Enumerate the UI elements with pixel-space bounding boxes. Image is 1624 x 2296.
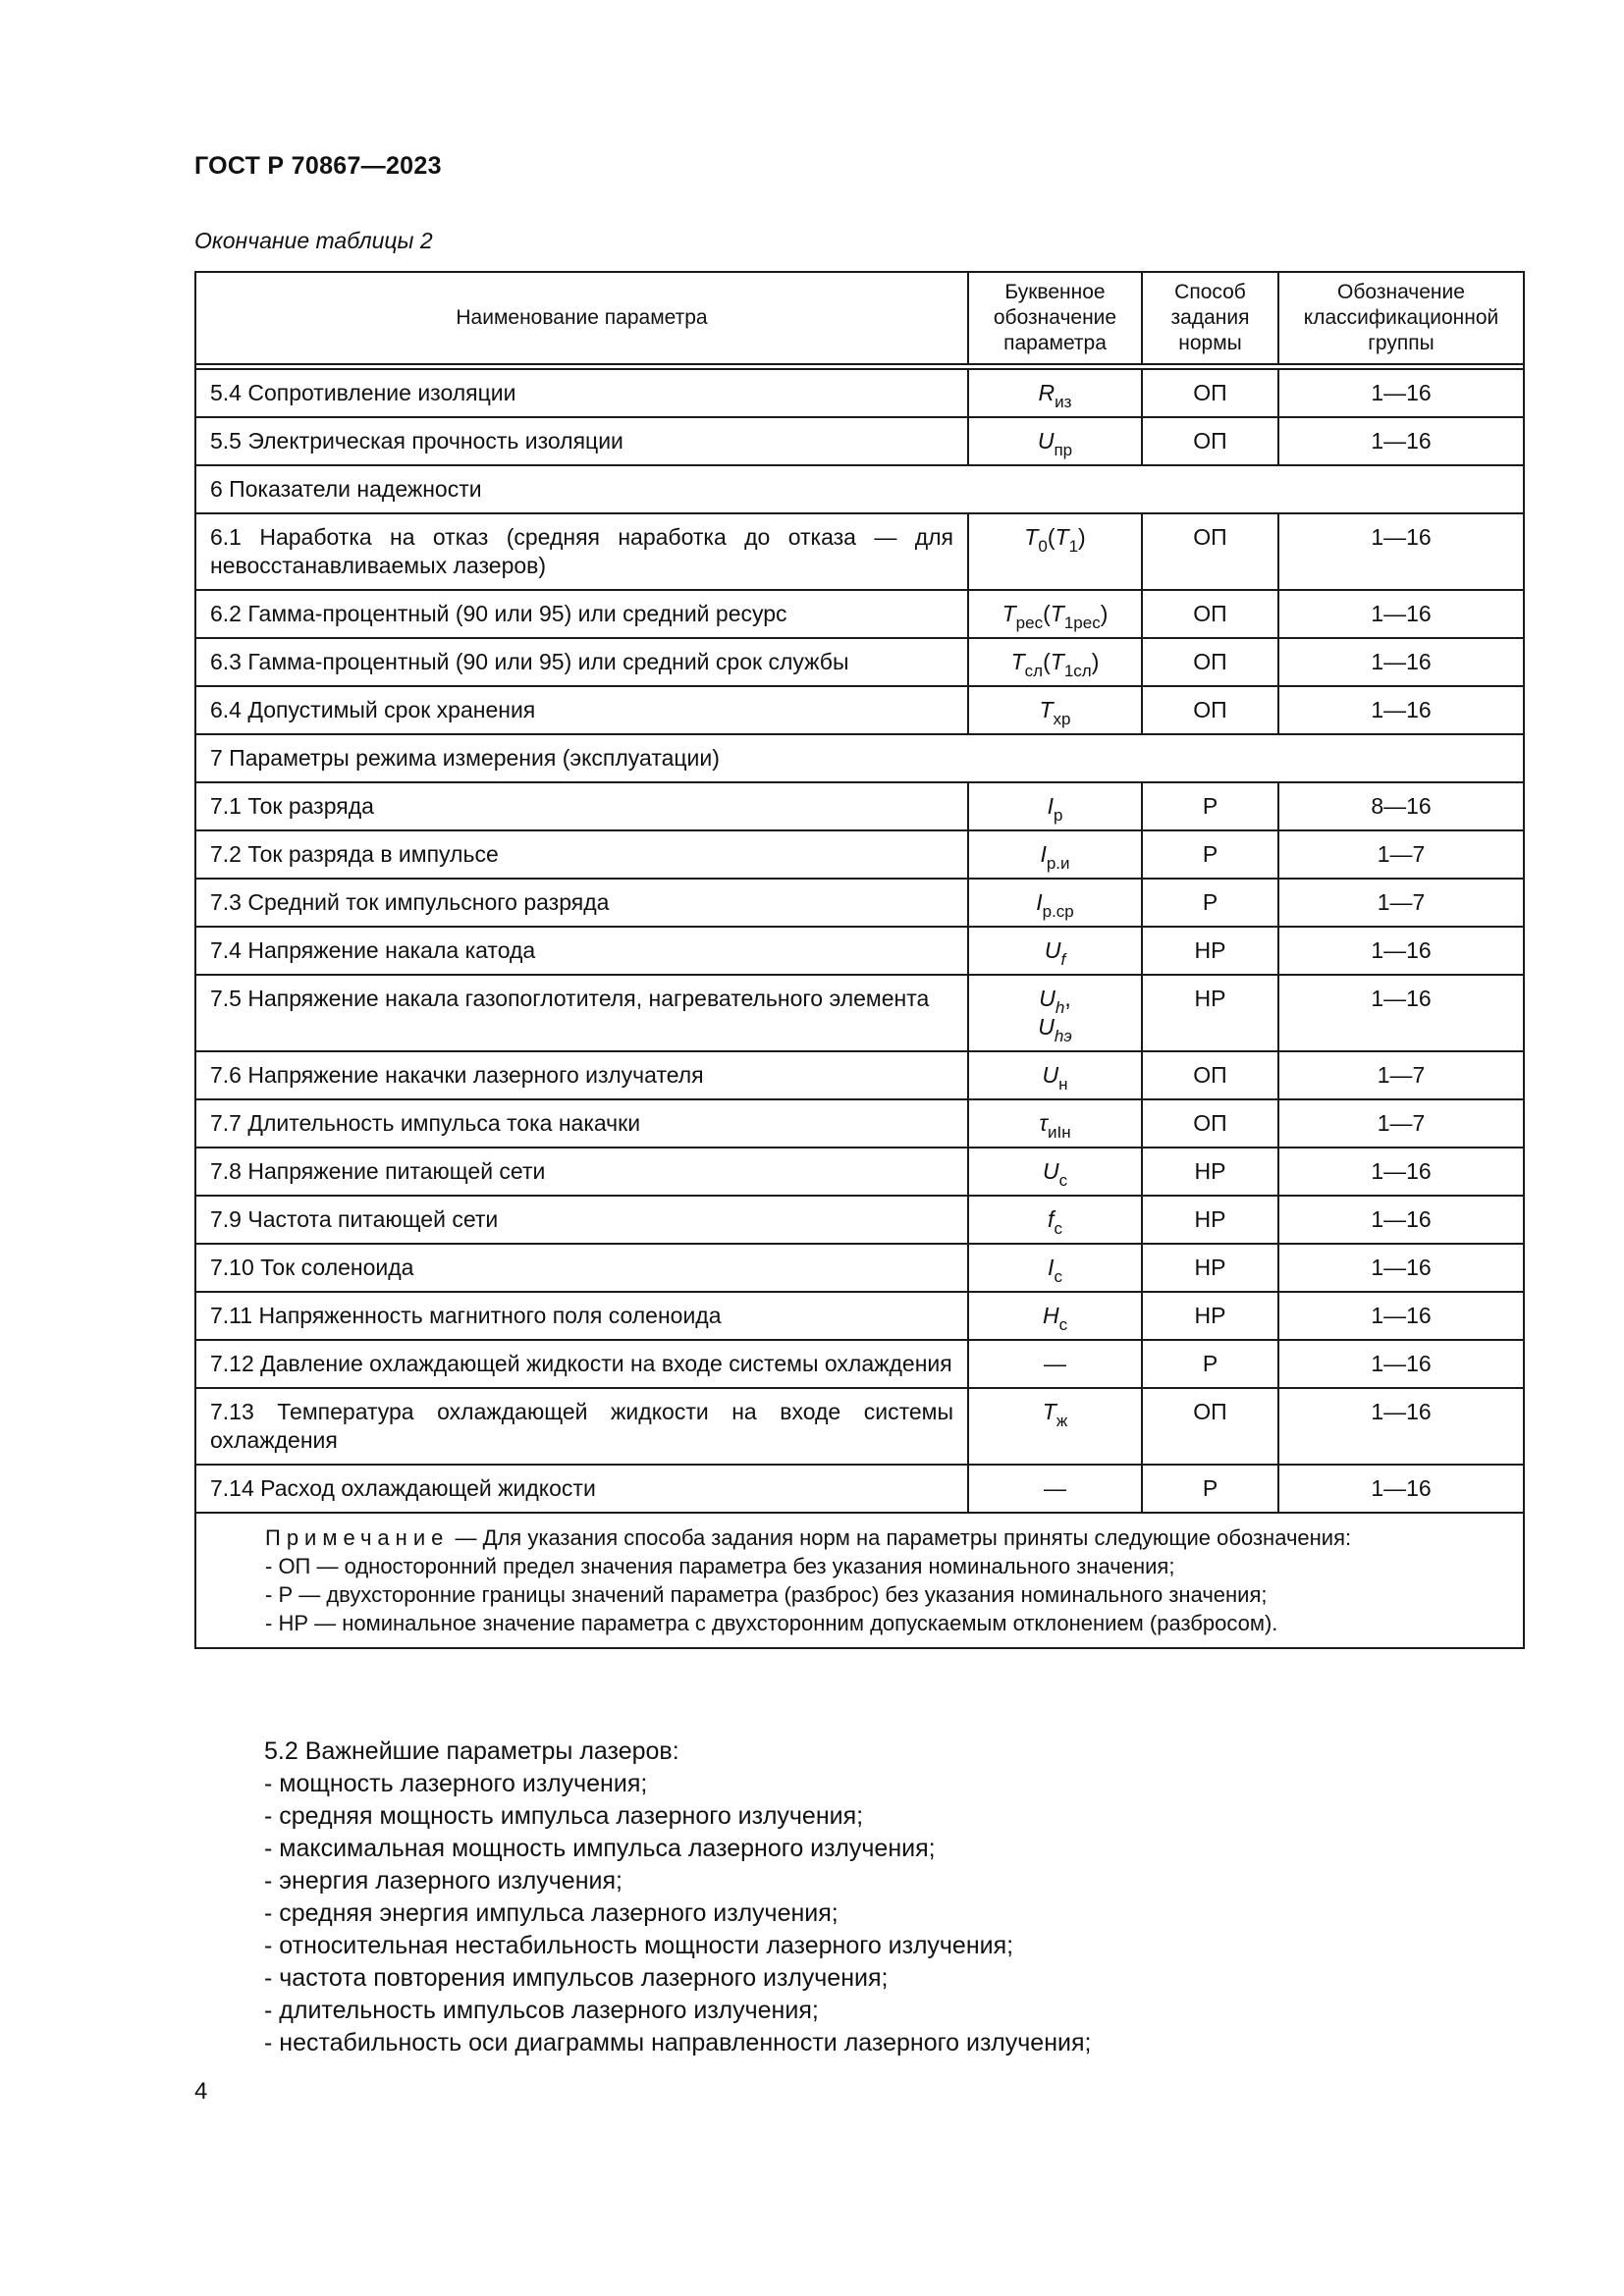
- norm-method: НР: [1142, 927, 1278, 975]
- norm-method: НР: [1142, 975, 1278, 1051]
- parameter-name: 7.7 Длительность импульса тока накачки: [195, 1099, 968, 1148]
- norm-method: НР: [1142, 1244, 1278, 1292]
- table-row: [195, 975, 1524, 1051]
- list-item: - средняя энергия импульса лазерного излучения;: [264, 1899, 839, 1927]
- classification-group: 1—16: [1278, 590, 1524, 638]
- column-header-symbol: [968, 272, 1142, 364]
- norm-method: ОП: [1142, 686, 1278, 734]
- symbol-subscript: с: [1054, 1219, 1062, 1238]
- list-item: - частота повторения импульсов лазерного излучения;: [264, 1964, 889, 1992]
- table-row: [195, 782, 1524, 830]
- parameter-symbol: [968, 830, 1142, 879]
- norm-method: ОП: [1142, 417, 1278, 465]
- symbol-subscript: р: [1053, 806, 1063, 825]
- parameter-name: 7.1 Ток разряда: [195, 782, 968, 830]
- table-section-row: [195, 734, 1524, 782]
- classification-group: 1—7: [1278, 830, 1524, 879]
- classification-group: 1—16: [1278, 513, 1524, 590]
- note-intro-line: [265, 1523, 1509, 1552]
- table-row: [195, 1099, 1524, 1148]
- list-items: [264, 1768, 1091, 2059]
- note-intro: — Для указания способа задания норм на параметры приняты следующие обозначения:: [449, 1525, 1352, 1550]
- symbol-subscript: с: [1058, 1315, 1068, 1334]
- column-header-line: нормы: [1178, 332, 1242, 354]
- norm-method: ОП: [1142, 513, 1278, 590]
- classification-group: 8—16: [1278, 782, 1524, 830]
- parameter-name: 5.4 Сопротивление изоляции: [195, 369, 968, 417]
- parameter-symbol: [968, 590, 1142, 638]
- symbol-subscript: с: [1058, 1171, 1068, 1190]
- page-number: 4: [194, 2078, 208, 2105]
- classification-group: 1—16: [1278, 369, 1524, 417]
- symbol-subscript: 1: [1068, 537, 1079, 556]
- symbol-subscript: из: [1055, 393, 1072, 411]
- symbol-subscript: р.ср: [1042, 902, 1074, 921]
- column-header-line: группы: [1368, 332, 1435, 354]
- symbol-letter: T: [1039, 697, 1054, 722]
- table-header-row: [195, 272, 1524, 364]
- symbol-separator: ,: [1064, 986, 1071, 1011]
- parameter-symbol: [968, 1292, 1142, 1340]
- symbol-letter: T: [1050, 649, 1064, 674]
- classification-group: 1—16: [1278, 1196, 1524, 1244]
- parameter-symbol: [968, 686, 1142, 734]
- symbol-letter: I: [1047, 793, 1054, 819]
- column-header-line: классификационной: [1303, 306, 1499, 329]
- column-header-line: Буквенное: [1004, 281, 1106, 303]
- parameter-name: 6.2 Гамма-процентный (90 или 95) или средний ресурс: [195, 590, 968, 638]
- list-item: - нестабильность оси диаграммы направленности лазерного излучения;: [264, 2029, 1092, 2056]
- list-heading: 5.2 Важнейшие параметры лазеров:: [264, 1737, 679, 1765]
- parameter-symbol: [968, 1465, 1142, 1513]
- symbol-letter: R: [1038, 380, 1056, 405]
- parameter-symbol: [968, 638, 1142, 686]
- table-row: [195, 417, 1524, 465]
- symbol-letter: U: [1039, 986, 1056, 1011]
- table-row: [195, 830, 1524, 879]
- table-row: [195, 1148, 1524, 1196]
- parameter-name: 7.10 Ток соленоида: [195, 1244, 968, 1292]
- norm-method: ОП: [1142, 1388, 1278, 1465]
- table-row: [195, 1051, 1524, 1099]
- classification-group: 1—16: [1278, 1244, 1524, 1292]
- parameter-name: 7.2 Ток разряда в импульсе: [195, 830, 968, 879]
- parameter-name: 6.4 Допустимый срок хранения: [195, 686, 968, 734]
- symbol-letter: f: [1048, 1206, 1055, 1232]
- norm-method: Р: [1142, 879, 1278, 927]
- norm-method: НР: [1142, 1292, 1278, 1340]
- symbol-letter: U: [1038, 1014, 1055, 1040]
- table-row: [195, 1196, 1524, 1244]
- norm-method: НР: [1142, 1148, 1278, 1196]
- parameter-symbol: [968, 1340, 1142, 1388]
- parameter-symbol: [968, 975, 1142, 1051]
- symbol-letter: T: [1042, 1399, 1056, 1424]
- symbol-letter: U: [1037, 428, 1055, 454]
- classification-group: 1—16: [1278, 1148, 1524, 1196]
- parameter-symbol: [968, 1051, 1142, 1099]
- document-code: ГОСТ Р 70867—2023: [194, 152, 442, 180]
- symbol-subscript: н: [1058, 1075, 1068, 1094]
- norm-method: ОП: [1142, 1051, 1278, 1099]
- symbol-letter: T: [1001, 601, 1016, 626]
- column-header-line: Обозначение: [1337, 281, 1465, 303]
- symbol-subscript: сл: [1024, 662, 1044, 680]
- symbol-paren-close: ): [1078, 524, 1086, 550]
- table-note-row: [195, 1513, 1524, 1648]
- symbol-letter: U: [1044, 937, 1061, 963]
- note-line: - НР — номинальное значение параметра с двухсторонним допускаемым отклонением (разбросом).: [265, 1611, 1278, 1635]
- symbol-subscript: hэ: [1054, 1027, 1072, 1045]
- parameter-symbol: [968, 1244, 1142, 1292]
- parameter-name: 7.11 Напряженность магнитного поля соленоида: [195, 1292, 968, 1340]
- table-row: [195, 879, 1524, 927]
- note-line: - Р — двухсторонние границы значений параметра (разброс) без указания номинального значения;: [265, 1582, 1268, 1607]
- list-item: - длительность импульсов лазерного излучения;: [264, 1997, 819, 2024]
- parameter-name: 7.13 Температура охлаждающей жидкости на входе системы охлаждения: [195, 1388, 968, 1465]
- column-header-line: Наименование параметра: [456, 306, 708, 329]
- table-section-row: [195, 465, 1524, 513]
- norm-method: НР: [1142, 1196, 1278, 1244]
- column-header-line: обозначение: [993, 306, 1117, 329]
- parameter-name: 7.8 Напряжение питающей сети: [195, 1148, 968, 1196]
- table-row: [195, 1244, 1524, 1292]
- classification-group: 1—16: [1278, 1292, 1524, 1340]
- parameter-symbol: [968, 1099, 1142, 1148]
- table-row: [195, 638, 1524, 686]
- table-row: [195, 1465, 1524, 1513]
- table-row: [195, 513, 1524, 590]
- classification-group: 1—16: [1278, 1465, 1524, 1513]
- column-header-method: [1142, 272, 1278, 364]
- symbol-paren-open: (: [1043, 649, 1051, 674]
- parameter-name: 6.3 Гамма-процентный (90 или 95) или средний срок службы: [195, 638, 968, 686]
- table-row: [195, 927, 1524, 975]
- norm-method: ОП: [1142, 590, 1278, 638]
- list-item: - максимальная мощность импульса лазерного излучения;: [264, 1835, 936, 1862]
- symbol-subscript: 1сл: [1063, 662, 1092, 680]
- norm-method: ОП: [1142, 638, 1278, 686]
- classification-group: 1—16: [1278, 1388, 1524, 1465]
- section-title: 6 Показатели надежности: [195, 465, 1524, 513]
- table-row: [195, 1292, 1524, 1340]
- parameter-name: 7.6 Напряжение накачки лазерного излучателя: [195, 1051, 968, 1099]
- list-item: - энергия лазерного излучения;: [264, 1867, 623, 1895]
- symbol-paren-open: (: [1047, 524, 1056, 550]
- symbol-dash: —: [1044, 1351, 1066, 1376]
- symbol-letter: I: [1040, 841, 1047, 867]
- norm-method: Р: [1142, 830, 1278, 879]
- list-item: - мощность лазерного излучения;: [264, 1770, 648, 1797]
- section-title: 7 Параметры режима измерения (эксплуатации): [195, 734, 1524, 782]
- table-row: [195, 1340, 1524, 1388]
- table-caption: Окончание таблицы 2: [194, 228, 433, 253]
- parameter-name: 7.4 Напряжение накала катода: [195, 927, 968, 975]
- classification-group: 1—16: [1278, 975, 1524, 1051]
- symbol-subscript: 0: [1038, 537, 1048, 556]
- column-header-group: [1278, 272, 1524, 364]
- table-row: [195, 1388, 1524, 1465]
- norm-method: ОП: [1142, 369, 1278, 417]
- list-item: - средняя мощность импульса лазерного излучения;: [264, 1802, 864, 1830]
- table-row: [195, 369, 1524, 417]
- classification-group: 1—7: [1278, 1051, 1524, 1099]
- table-body: [195, 369, 1524, 1648]
- parameter-name: 7.14 Расход охлаждающей жидкости: [195, 1465, 968, 1513]
- symbol-subscript: рес: [1015, 614, 1044, 632]
- symbol-letter: I: [1036, 889, 1043, 915]
- symbol-paren-open: (: [1043, 601, 1051, 626]
- list-item: - относительная нестабильность мощности лазерного излучения;: [264, 1932, 1014, 1959]
- column-header-line: задания: [1170, 306, 1250, 329]
- parameters-table: [194, 271, 1525, 1649]
- parameter-name: 7.9 Частота питающей сети: [195, 1196, 968, 1244]
- note-line: - ОП — односторонний предел значения параметра без указания номинального значения;: [265, 1554, 1175, 1578]
- parameter-name: 7.5 Напряжение накала газопоглотителя, нагревательного элемента: [195, 975, 968, 1051]
- parameter-symbol: [968, 1148, 1142, 1196]
- parameter-symbol: [968, 927, 1142, 975]
- classification-group: 1—7: [1278, 879, 1524, 927]
- classification-group: 1—16: [1278, 638, 1524, 686]
- symbol-letter: H: [1042, 1303, 1059, 1328]
- symbol-subscript: хр: [1053, 710, 1071, 728]
- symbol-subscript: с: [1054, 1267, 1062, 1286]
- classification-group: 1—7: [1278, 1099, 1524, 1148]
- symbol-letter: T: [1050, 601, 1064, 626]
- important-parameters-list: [264, 1735, 1091, 2059]
- parameter-name: 5.5 Электрическая прочность изоляции: [195, 417, 968, 465]
- norm-method: Р: [1142, 1340, 1278, 1388]
- norm-method: Р: [1142, 782, 1278, 830]
- column-header-name: [195, 272, 968, 364]
- norm-method: Р: [1142, 1465, 1278, 1513]
- symbol-dash: —: [1044, 1475, 1066, 1501]
- parameter-name: 7.3 Средний ток импульсного разряда: [195, 879, 968, 927]
- classification-group: 1—16: [1278, 927, 1524, 975]
- norm-method: ОП: [1142, 1099, 1278, 1148]
- parameter-symbol: [968, 513, 1142, 590]
- parameter-symbol: [968, 417, 1142, 465]
- symbol-letter: U: [1042, 1158, 1059, 1184]
- table-row: [195, 590, 1524, 638]
- classification-group: 1—16: [1278, 686, 1524, 734]
- symbol-letter: T: [1024, 524, 1039, 550]
- column-header-line: Способ: [1174, 281, 1246, 303]
- note-title: Примечание: [265, 1525, 450, 1550]
- parameter-name: 7.12 Давление охлаждающей жидкости на входе системы охлаждения: [195, 1340, 968, 1388]
- parameter-symbol: [968, 1388, 1142, 1465]
- symbol-subscript: р.и: [1046, 854, 1070, 873]
- symbol-subscript: ж: [1056, 1412, 1068, 1430]
- symbol-subscript: иIн: [1048, 1123, 1071, 1142]
- symbol-letter: T: [1055, 524, 1069, 550]
- table-row: [195, 686, 1524, 734]
- column-header-line: параметра: [1003, 332, 1107, 354]
- parameter-symbol: [968, 879, 1142, 927]
- classification-group: 1—16: [1278, 417, 1524, 465]
- symbol-paren-close: ): [1091, 649, 1100, 674]
- symbol-letter: U: [1042, 1062, 1059, 1088]
- parameter-symbol: [968, 782, 1142, 830]
- classification-group: 1—16: [1278, 1340, 1524, 1388]
- parameter-symbol: [968, 369, 1142, 417]
- parameter-name: 6.1 Наработка на отказ (средняя наработка до отказа — для невосстанавливаемых лазеров): [195, 513, 968, 590]
- symbol-subscript: h: [1055, 998, 1065, 1017]
- symbol-letter: T: [1010, 649, 1025, 674]
- symbol-letter: I: [1048, 1255, 1055, 1280]
- symbol-letter: τ: [1039, 1110, 1048, 1136]
- symbol-subscript: f: [1060, 950, 1066, 969]
- parameter-symbol: [968, 1196, 1142, 1244]
- symbol-subscript: 1рес: [1063, 614, 1101, 632]
- table-note: [195, 1513, 1524, 1648]
- symbol-subscript: пр: [1054, 441, 1073, 459]
- symbol-paren-close: ): [1100, 601, 1109, 626]
